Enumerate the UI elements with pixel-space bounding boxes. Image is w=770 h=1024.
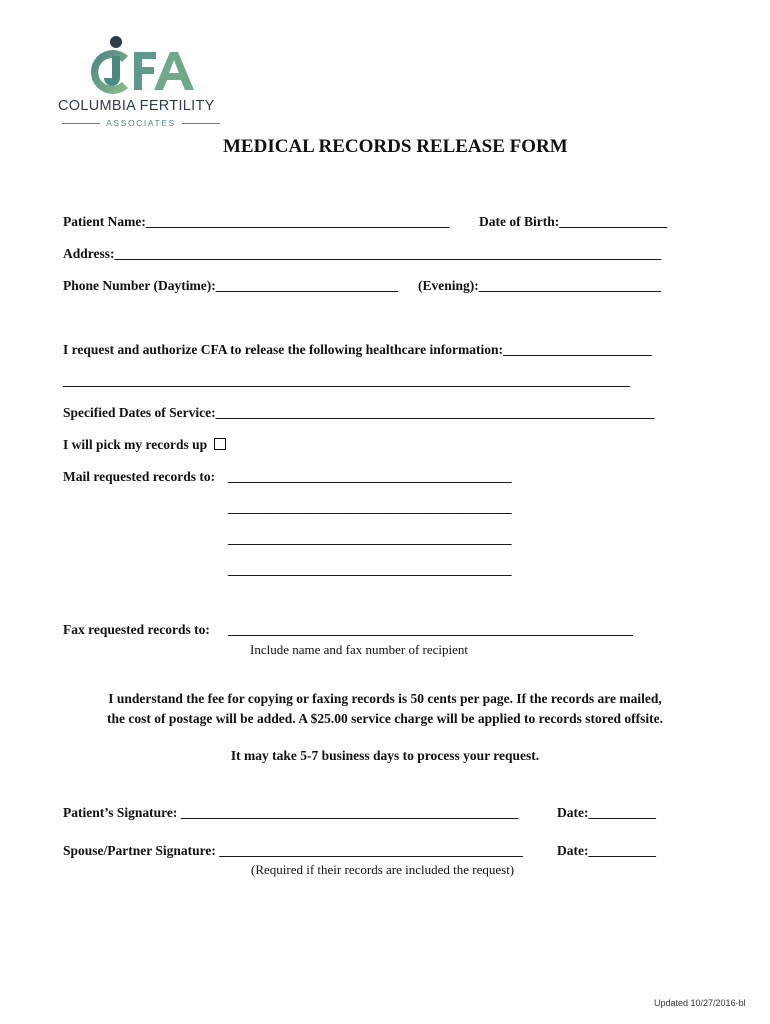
mail-line-2[interactable]: __________________________________________ [228,500,512,515]
fax-line[interactable]: ____________________________________________________________ [228,622,633,637]
patient-signature-field[interactable]: Patient’s Signature: __________________________________________________ [63,805,519,820]
processing-notice: It may take 5-7 business days to process your request. [230,748,540,763]
mail-line-3[interactable]: __________________________________________ [228,531,512,546]
spouse-signature-field[interactable]: Spouse/Partner Signature: _____________________________________________ [63,843,524,858]
mail-label: Mail requested records to: [63,469,216,484]
authorize-continuation-line[interactable]: ____________________________________________________________________________________ [63,373,630,388]
phone-daytime-field[interactable]: Phone Number (Daytime):___________________________ [63,278,398,293]
phone-evening-field[interactable]: (Evening):___________________________ [418,278,661,293]
page-title: MEDICAL RECORDS RELEASE FORM [223,136,568,157]
mail-line-4[interactable]: __________________________________________ [228,562,512,577]
fee-notice-line-1: I understand the fee for copying or faxing records is 50 cents per page. If the records are mailed, [108,691,662,706]
patient-date-field[interactable]: Date:__________ [557,805,656,820]
address-field[interactable]: Address:_________________________________________________________________________________ [63,246,662,261]
spouse-date-field[interactable]: Date:__________ [557,843,656,858]
patient-name-field[interactable]: Patient Name:_____________________________________________ [63,214,450,229]
fax-note: Include name and fax number of recipient [250,642,469,657]
spouse-note: (Required if their records are included the request) [251,862,515,877]
pickup-label: I will pick my records up [63,437,208,452]
fax-label: Fax requested records to: [63,622,210,637]
cfa-logo [52,34,232,132]
pickup-option [63,437,226,453]
pickup-checkbox[interactable] [214,438,226,450]
cfa-monogram-icon [52,34,232,98]
dates-of-service-field[interactable]: Specified Dates of Service:_________________________________________________________________ [63,405,655,420]
authorize-field[interactable]: I request and authorize CFA to release the following healthcare information:______________________ [63,342,652,357]
mail-line-1[interactable]: __________________________________________ [228,469,512,484]
logo-sub-text: ASSOCIATES [106,118,176,128]
date-of-birth-field[interactable]: Date of Birth:________________ [479,214,668,229]
logo-org-name: COLUMBIA FERTILITY [58,98,215,114]
footer-updated: Updated 10/27/2016-bl [654,998,746,1008]
logo-org-sub [52,118,230,128]
fee-notice-line-2: the cost of postage will be added. A $25.00 service charge will be applied to records stored offsite. [107,711,663,726]
